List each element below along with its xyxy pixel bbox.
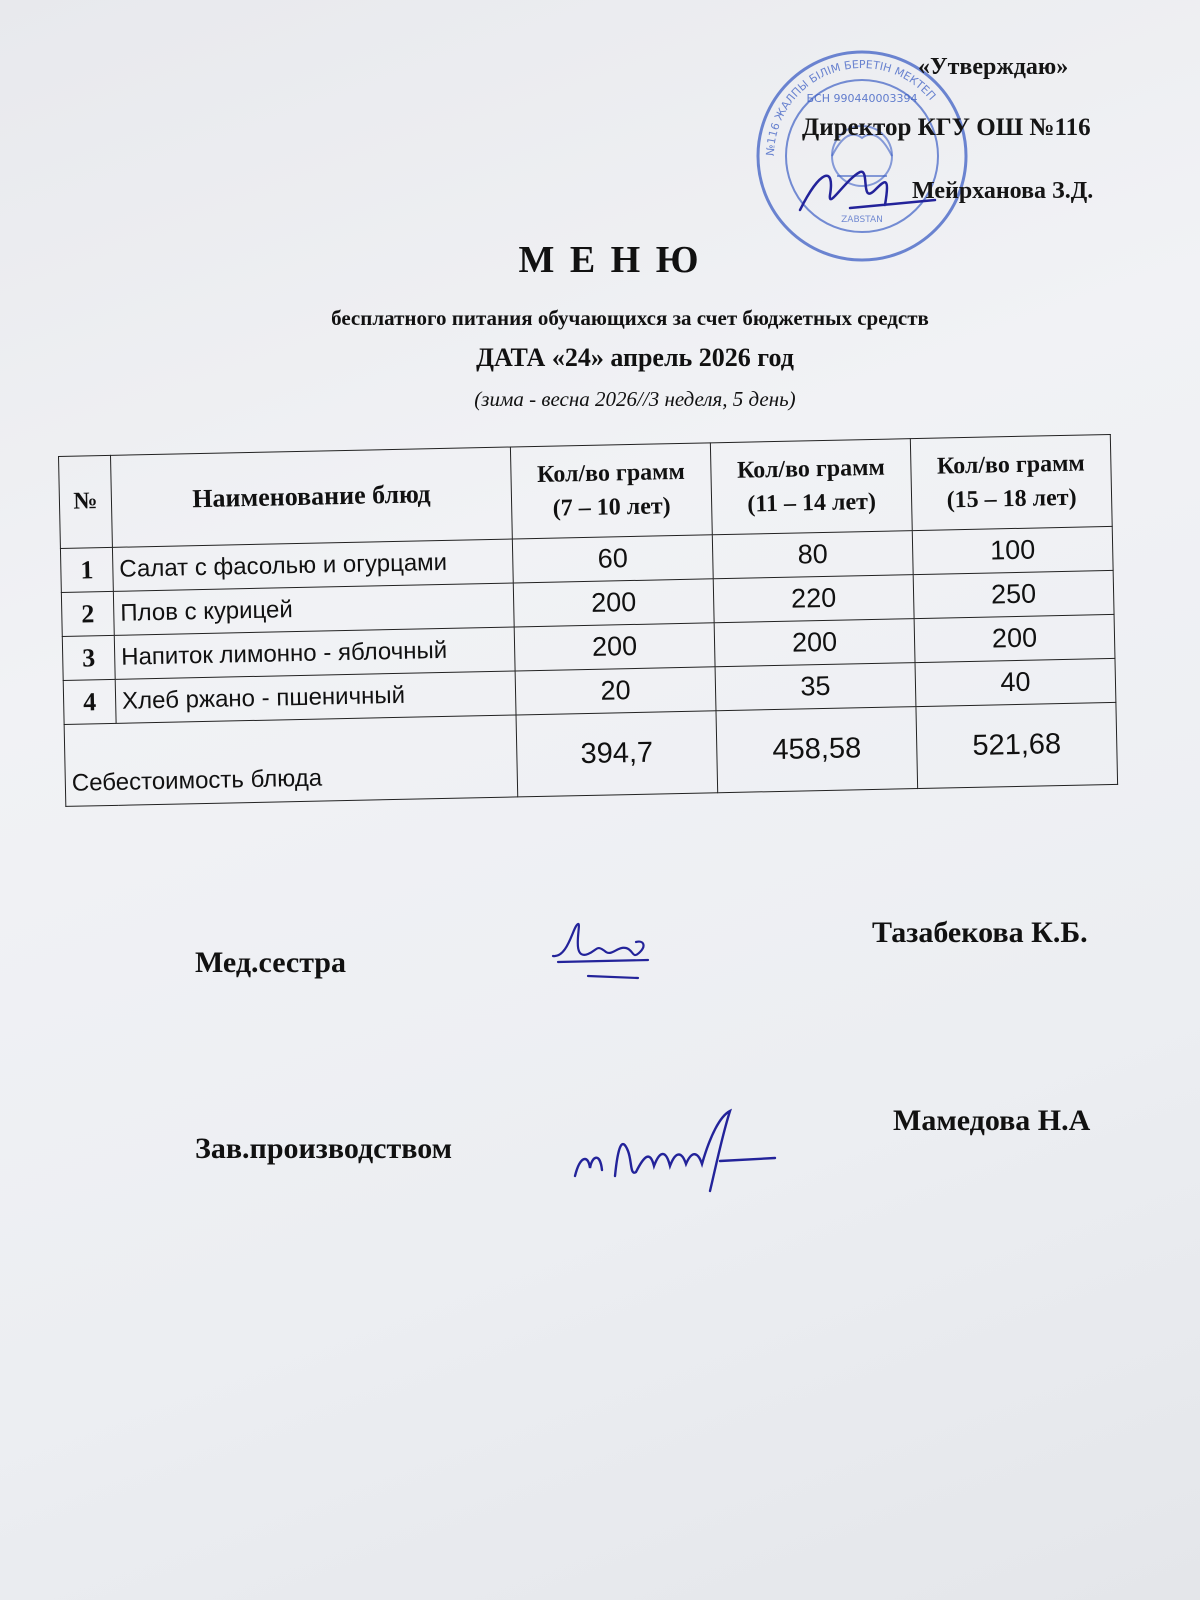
grams-15-18: 250 xyxy=(913,570,1114,618)
header-grams-11-14 xyxy=(710,439,912,535)
approval-director: Директор КГУ ОШ №116 xyxy=(802,114,1091,141)
row-number: 1 xyxy=(60,547,113,592)
nurse-name: Тазабекова К.Б. xyxy=(872,916,1088,949)
stamp-id-text: БСН 990440003394 xyxy=(806,92,918,105)
dish-name: Напиток лимонно - яблочный xyxy=(114,627,515,679)
row-number: 3 xyxy=(62,635,115,680)
grams-11-14: 200 xyxy=(714,619,915,667)
header-dish-name: Наименование блюд xyxy=(110,447,512,547)
director-signature xyxy=(790,150,940,230)
production-manager-name: Мамедова Н.А xyxy=(893,1104,1091,1137)
document-title: М Е Н Ю xyxy=(518,239,702,281)
grams-15-18: 100 xyxy=(912,526,1113,574)
header-grams-15-18 xyxy=(910,434,1112,530)
dish-name: Хлеб ржано - пшеничный xyxy=(115,671,516,723)
approval-director-name: Мейрханова З.Д. xyxy=(912,178,1094,204)
nurse-signature xyxy=(548,916,658,986)
stamp-bottom-text: ZABSTAN xyxy=(841,215,883,225)
cost-7-10: 394,7 xyxy=(516,711,718,797)
row-number: 4 xyxy=(63,679,116,724)
menu-table-container xyxy=(58,434,1118,807)
row-number: 2 xyxy=(61,591,114,636)
production-manager-signature xyxy=(570,1106,780,1196)
stamp-ring-text: №116 ЖАЛПЫ БІЛІМ БЕРЕТІН МЕКТЕП xyxy=(763,57,939,157)
grams-15-18: 40 xyxy=(915,658,1116,706)
approval-word: «Утверждаю» xyxy=(918,54,1069,80)
cost-label: Себестоимость блюда xyxy=(64,715,518,806)
menu-table xyxy=(58,434,1118,807)
header-grams-11-14-line1: Кол/во грамм xyxy=(736,454,886,484)
document-season: (зима - весна 2026//3 неделя, 5 день) xyxy=(474,387,796,411)
document-subtitle: бесплатного питания обучающихся за счет бюджетных средств xyxy=(331,306,929,330)
grams-7-10: 200 xyxy=(513,579,714,627)
header-grams-15-18-line1: Кол/во грамм xyxy=(936,450,1086,480)
header-grams-11-14-line2: (11 – 14 лет) xyxy=(747,488,877,518)
grams-11-14: 80 xyxy=(712,531,913,579)
header-grams-7-10-line1: Кол/во грамм xyxy=(536,458,686,488)
header-grams-15-18-line2: (15 – 18 лет) xyxy=(946,484,1077,513)
header-grams-7-10-line2: (7 – 10 лет) xyxy=(552,492,671,522)
header-grams-7-10 xyxy=(510,443,712,539)
document-date: ДАТА «24» апрель 2026 год xyxy=(476,343,794,372)
grams-11-14: 220 xyxy=(713,575,914,623)
grams-11-14: 35 xyxy=(715,663,916,711)
dish-name: Плов с курицей xyxy=(113,583,514,635)
grams-15-18: 200 xyxy=(914,614,1115,662)
dish-name: Салат с фасолью и огурцами xyxy=(112,539,513,591)
grams-7-10: 20 xyxy=(515,667,716,715)
cost-11-14: 458,58 xyxy=(716,707,918,793)
header-no: № xyxy=(59,455,113,548)
nurse-label: Мед.сестра xyxy=(195,946,346,979)
grams-7-10: 60 xyxy=(512,535,713,583)
grams-7-10: 200 xyxy=(514,623,715,671)
cost-15-18: 521,68 xyxy=(916,702,1118,788)
production-manager-label: Зав.производством xyxy=(195,1132,453,1165)
